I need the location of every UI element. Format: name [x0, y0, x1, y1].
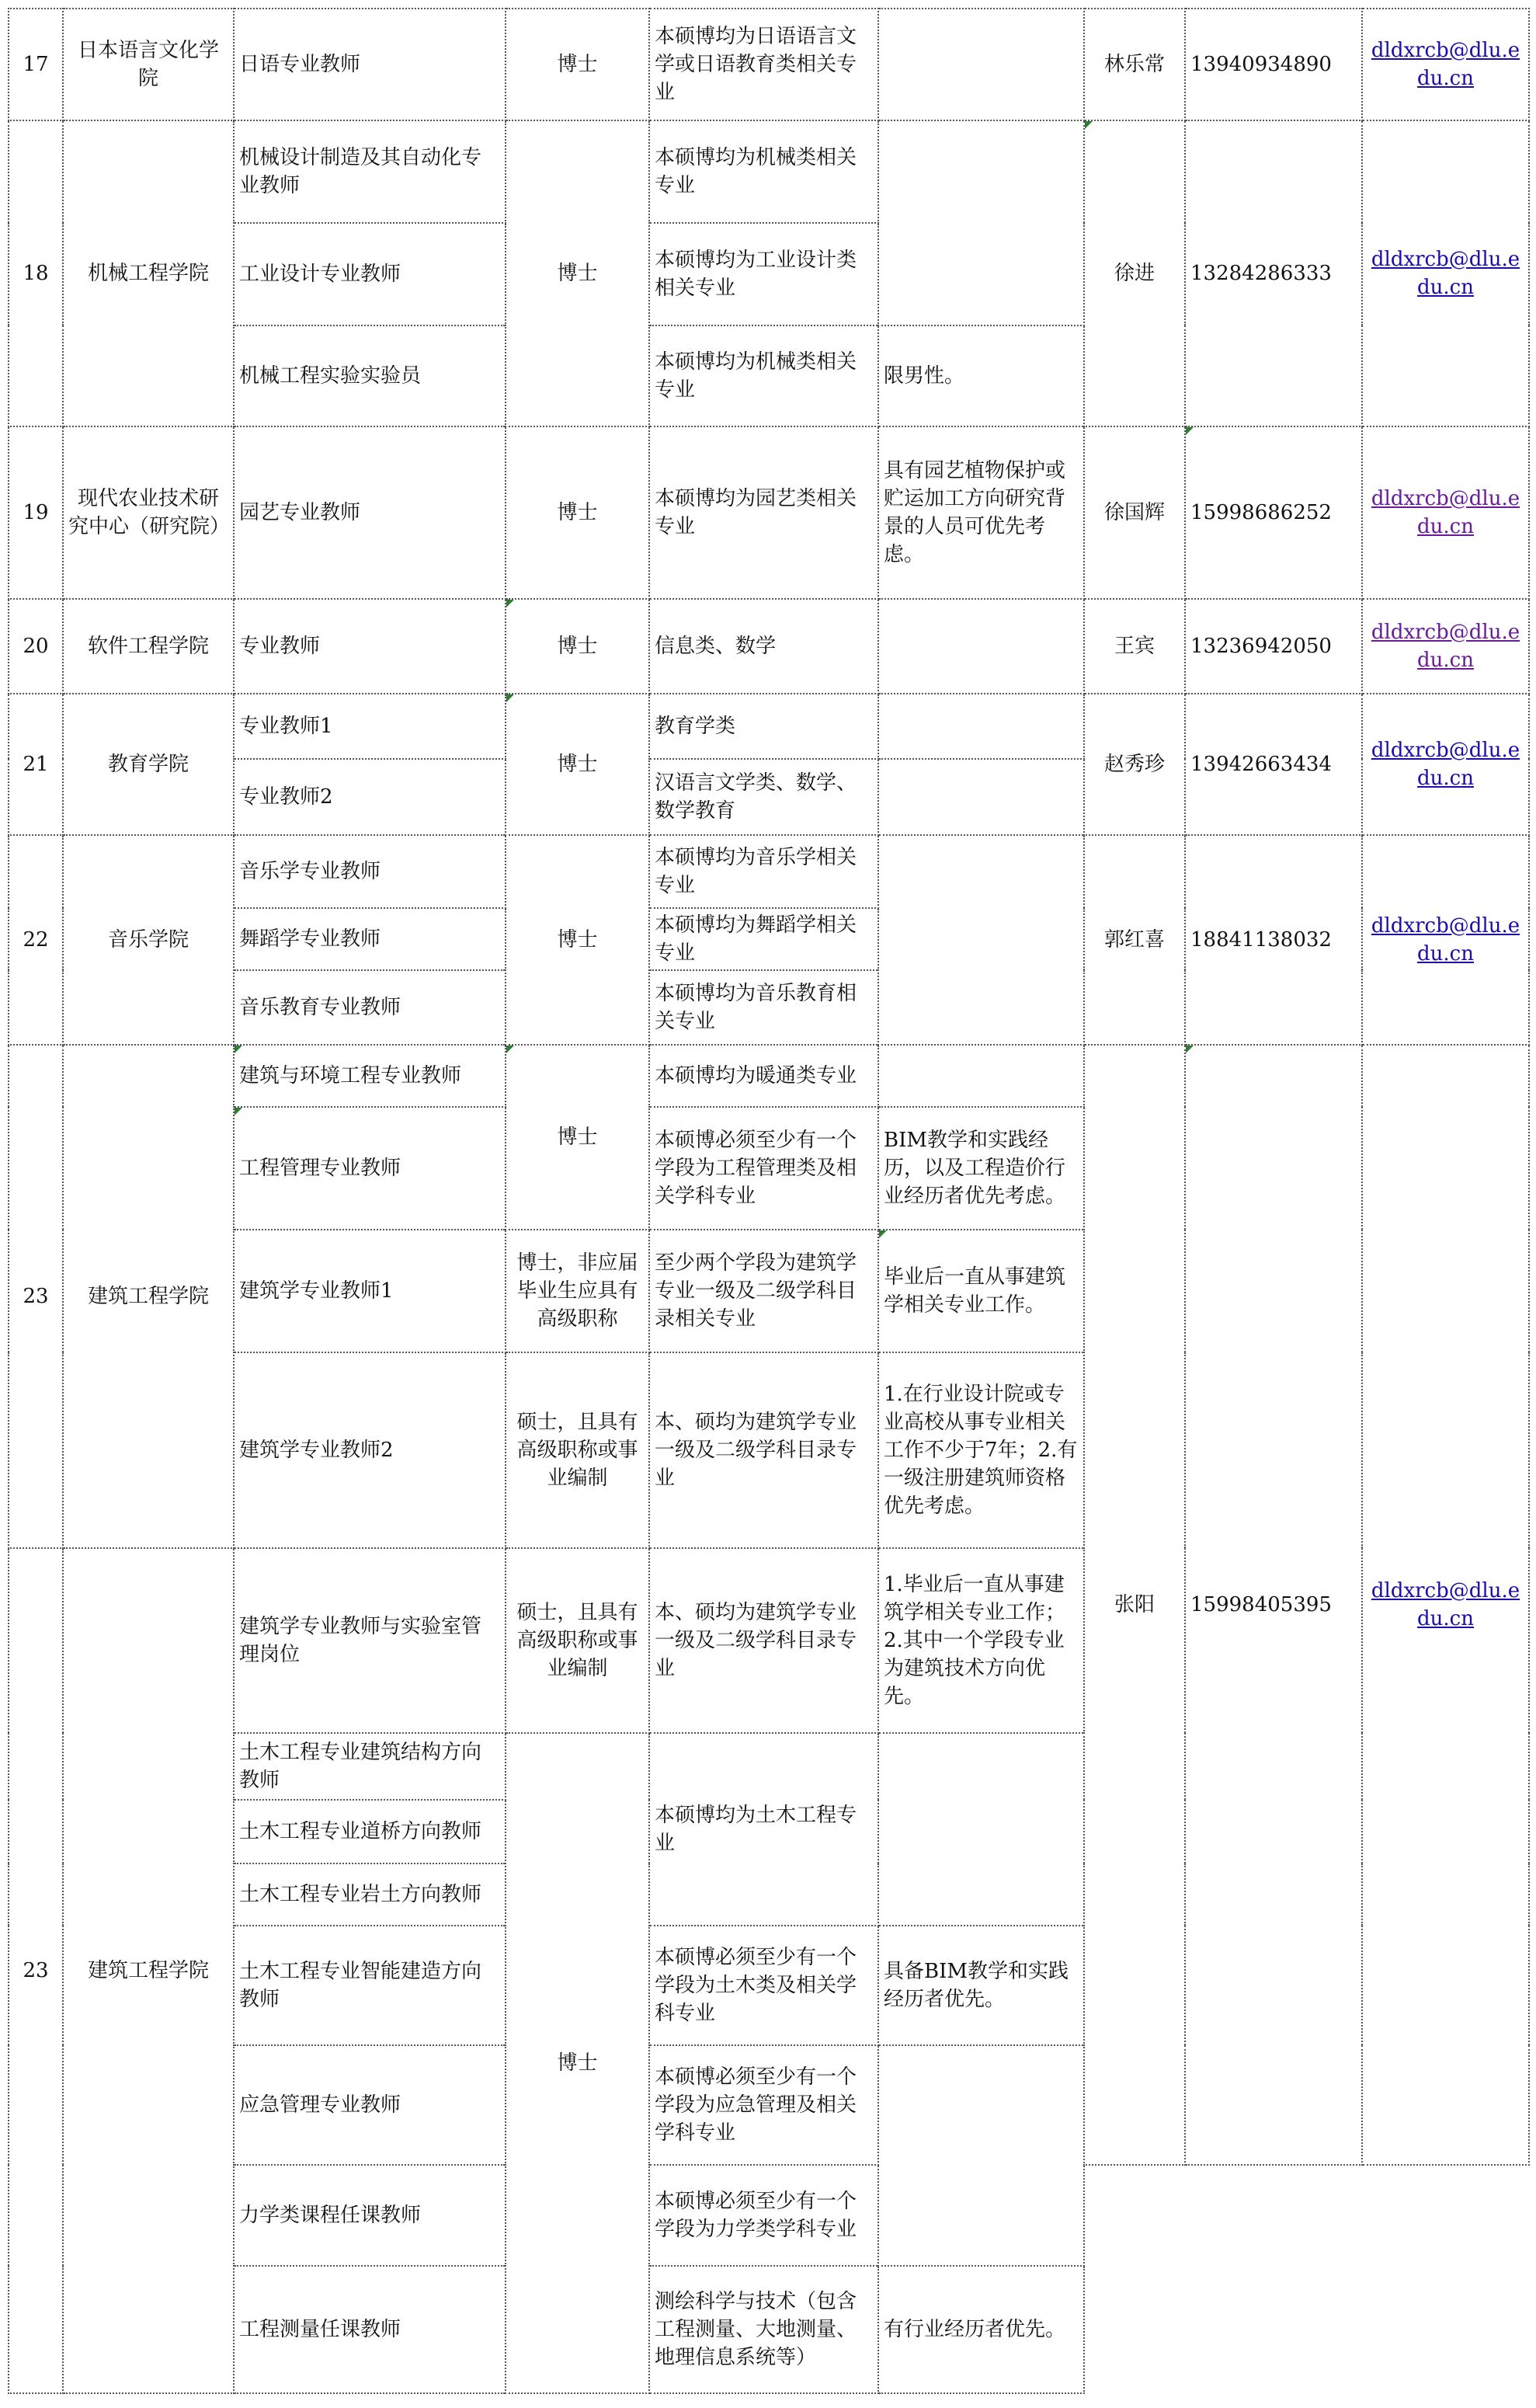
- position-name: 工程管理专业教师: [234, 1107, 506, 1230]
- email-link[interactable]: dldxrcb@dlu.edu.cn: [1371, 487, 1520, 538]
- table-row: [9, 9, 1529, 120]
- major-requirement: 至少两个学段为建筑学专业一级及二级学科目录相关专业: [649, 1230, 878, 1352]
- contact-person: 赵秀珍: [1084, 694, 1185, 835]
- other-requirement: 有行业经历者优先。: [878, 2266, 1084, 2393]
- education-requirement: 博士，非应届毕业生应具有高级职称: [506, 1230, 649, 1352]
- position-name: 园艺专业教师: [234, 426, 506, 599]
- position-name: 专业教师1: [234, 694, 506, 759]
- table-row: [9, 2165, 1529, 2266]
- position-name: 土木工程专业道桥方向教师: [234, 1800, 506, 1863]
- position-name: 专业教师2: [234, 759, 506, 835]
- position-name: 建筑与环境工程专业教师: [234, 1045, 506, 1107]
- position-name: 土木工程专业智能建造方向教师: [234, 1926, 506, 2045]
- table-row: [9, 2266, 1529, 2393]
- contact-phone: 13942663434: [1185, 694, 1362, 835]
- contact-phone: 15998686252: [1185, 426, 1362, 599]
- education-requirement: 博士: [506, 120, 649, 426]
- contact-phone: 13236942050: [1185, 599, 1362, 694]
- major-requirement: 本硕博均为音乐学相关专业: [649, 835, 878, 908]
- position-name: 日语专业教师: [234, 9, 506, 120]
- college-name: 教育学院: [63, 694, 234, 835]
- major-requirement: 本硕博均为园艺类相关专业: [649, 426, 878, 599]
- college-name: 日本语言文化学院: [63, 9, 234, 120]
- college-name: 现代农业技术研究中心（研究院）: [63, 426, 234, 599]
- education-requirement: 博士: [506, 9, 649, 120]
- position-name: 舞蹈学专业教师: [234, 908, 506, 970]
- major-requirement: 本硕博均为舞蹈学相关专业: [649, 908, 878, 970]
- other-requirement: 具有园艺植物保护或贮运加工方向研究背景的人员可优先考虑。: [878, 426, 1084, 599]
- college-name: 建筑工程学院: [63, 1548, 234, 2393]
- major-requirement: 教育学类: [649, 694, 878, 759]
- major-requirement: 本硕博均为机械类相关专业: [649, 120, 878, 223]
- other-requirement: [878, 1045, 1084, 1107]
- row-number: 20: [9, 599, 63, 694]
- row-number: 23: [9, 1045, 63, 1548]
- other-requirement: BIM教学和实践经历，以及工程造价行业经历者优先考虑。: [878, 1107, 1084, 1230]
- table-row: [9, 694, 1529, 759]
- email-link[interactable]: dldxrcb@dlu.edu.cn: [1371, 1579, 1520, 1630]
- table-row: [9, 835, 1529, 908]
- education-requirement: 博士: [506, 835, 649, 1045]
- college-name: 机械工程学院: [63, 120, 234, 426]
- education-requirement: 博士: [506, 426, 649, 599]
- table-row: [9, 1045, 1529, 1107]
- other-requirement: [878, 835, 1084, 1045]
- major-requirement: 本硕博均为土木工程专业: [649, 1733, 878, 1926]
- other-requirement: 1.毕业后一直从事建筑学相关专业工作；2.其中一个学段专业为建筑技术方向优先。: [878, 1548, 1084, 1733]
- contact-phone: 15998405395: [1185, 1045, 1362, 2165]
- contact-phone: 18841138032: [1185, 835, 1362, 1045]
- position-name: 土木工程专业建筑结构方向教师: [234, 1733, 506, 1800]
- position-name: 音乐教育专业教师: [234, 970, 506, 1045]
- row-number: 17: [9, 9, 63, 120]
- major-requirement: 汉语言文学类、数学、数学教育: [649, 759, 878, 835]
- contact-phone: 13940934890: [1185, 9, 1362, 120]
- education-requirement: 博士: [506, 694, 649, 835]
- major-requirement: 本硕博均为暖通类专业: [649, 1045, 878, 1107]
- other-requirement: [878, 9, 1084, 120]
- email-link[interactable]: dldxrcb@dlu.edu.cn: [1371, 39, 1520, 90]
- recruitment-table: [8, 8, 1530, 2394]
- contact-person: 王宾: [1084, 599, 1185, 694]
- row-number: 22: [9, 835, 63, 1045]
- position-name: 应急管理专业教师: [234, 2045, 506, 2165]
- position-name: 工程测量任课教师: [234, 2266, 506, 2393]
- position-name: 建筑学专业教师1: [234, 1230, 506, 1352]
- other-requirement: [878, 599, 1084, 694]
- education-requirement: 博士: [506, 599, 649, 694]
- major-requirement: 本、硕均为建筑学专业一级及二级学科目录专业: [649, 1352, 878, 1548]
- education-requirement: 硕士，且具有高级职称或事业编制: [506, 1548, 649, 1733]
- contact-person: 郭红喜: [1084, 835, 1185, 1045]
- major-requirement: 本硕博均为工业设计类相关专业: [649, 223, 878, 325]
- other-requirement: 毕业后一直从事建筑学相关专业工作。: [878, 1230, 1084, 1352]
- other-requirement: 限男性。: [878, 325, 1084, 426]
- position-name: 机械设计制造及其自动化专业教师: [234, 120, 506, 223]
- email-link[interactable]: dldxrcb@dlu.edu.cn: [1371, 739, 1520, 790]
- contact-person: 徐国辉: [1084, 426, 1185, 599]
- contact-person: 林乐常: [1084, 9, 1185, 120]
- position-name: 力学类课程任课教师: [234, 2165, 506, 2266]
- table-row: [9, 120, 1529, 223]
- college-name: 软件工程学院: [63, 599, 234, 694]
- major-requirement: 测绘科学与技术（包含工程测量、大地测量、地理信息系统等）: [649, 2266, 878, 2393]
- table-row: [9, 426, 1529, 599]
- other-requirement: [878, 120, 1084, 325]
- other-requirement: [878, 694, 1084, 759]
- major-requirement: 本硕博必须至少有一个学段为土木类及相关学科专业: [649, 1926, 878, 2045]
- position-name: 土木工程专业岩土方向教师: [234, 1863, 506, 1926]
- education-requirement: 博士: [506, 1045, 649, 1230]
- major-requirement: 本、硕均为建筑学专业一级及二级学科目录专业: [649, 1548, 878, 1733]
- college-name: 建筑工程学院: [63, 1045, 234, 1548]
- position-name: 建筑学专业教师与实验室管理岗位: [234, 1548, 506, 1733]
- email-link[interactable]: dldxrcb@dlu.edu.cn: [1371, 248, 1520, 299]
- row-number: 21: [9, 694, 63, 835]
- position-name: 音乐学专业教师: [234, 835, 506, 908]
- row-number: 23: [9, 1548, 63, 2393]
- other-requirement: 1.在行业设计院或专业高校从事专业相关工作不少于7年；2.有一级注册建筑师资格优先考虑。: [878, 1352, 1084, 1548]
- major-requirement: 本硕博必须至少有一个学段为力学类学科专业: [649, 2165, 878, 2266]
- other-requirement: 具备BIM教学和实践经历者优先。: [878, 1926, 1084, 2045]
- row-number: 19: [9, 426, 63, 599]
- row-number: 18: [9, 120, 63, 426]
- email-link[interactable]: dldxrcb@dlu.edu.cn: [1371, 914, 1520, 966]
- email-link[interactable]: dldxrcb@dlu.edu.cn: [1371, 621, 1520, 672]
- other-requirement: [878, 1733, 1084, 1926]
- education-requirement: 博士: [506, 1733, 649, 2393]
- position-name: 机械工程实验实验员: [234, 325, 506, 426]
- major-requirement: 信息类、数学: [649, 599, 878, 694]
- major-requirement: 本硕博均为日语语言文学或日语教育类相关专业: [649, 9, 878, 120]
- major-requirement: 本硕博必须至少有一个学段为工程管理类及相关学科专业: [649, 1107, 878, 1230]
- college-name: 音乐学院: [63, 835, 234, 1045]
- table-row: [9, 599, 1529, 694]
- major-requirement: 本硕博均为机械类相关专业: [649, 325, 878, 426]
- other-requirement: [878, 2045, 1084, 2266]
- position-name: 建筑学专业教师2: [234, 1352, 506, 1548]
- contact-person: 徐进: [1084, 120, 1185, 426]
- contact-phone: 13284286333: [1185, 120, 1362, 426]
- education-requirement: 硕士，且具有高级职称或事业编制: [506, 1352, 649, 1548]
- contact-person: 张阳: [1084, 1045, 1185, 2165]
- major-requirement: 本硕博必须至少有一个学段为应急管理及相关学科专业: [649, 2045, 878, 2165]
- major-requirement: 本硕博均为音乐教育相关专业: [649, 970, 878, 1045]
- other-requirement: [878, 759, 1084, 835]
- position-name: 专业教师: [234, 599, 506, 694]
- position-name: 工业设计专业教师: [234, 223, 506, 325]
